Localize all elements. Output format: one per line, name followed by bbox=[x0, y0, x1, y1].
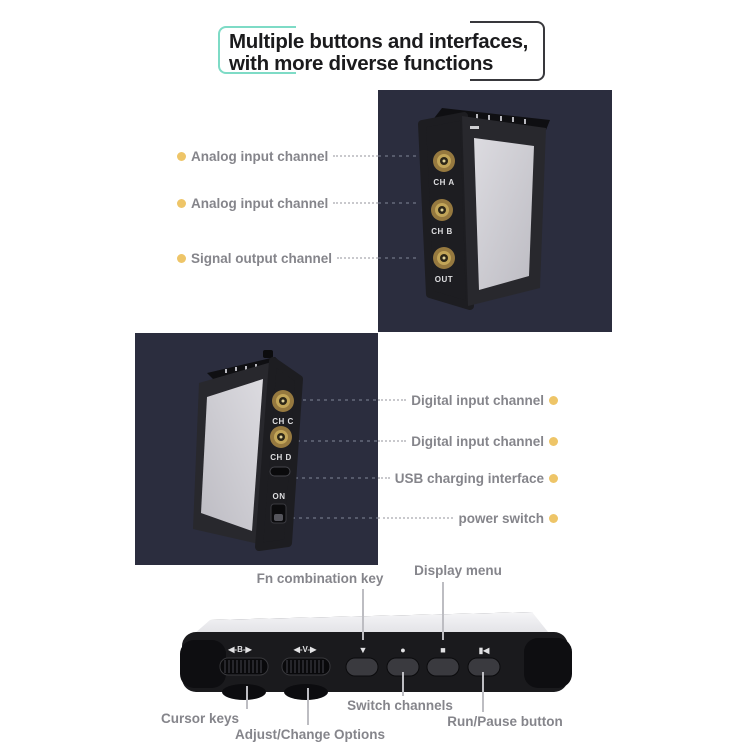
callout-line-fn bbox=[362, 589, 364, 640]
dotted-leader-line bbox=[378, 440, 406, 442]
bullet-dot bbox=[549, 514, 558, 523]
display-menu-button bbox=[427, 658, 459, 676]
usb-c-port bbox=[270, 467, 290, 476]
run-pause-button bbox=[468, 658, 500, 676]
label-cursor-keys: Cursor keys bbox=[160, 711, 240, 726]
dotted-leader-line bbox=[378, 477, 390, 479]
device-photo-front-edge bbox=[180, 612, 575, 707]
leader-stubs bbox=[292, 400, 378, 518]
cursor-wheel bbox=[220, 658, 268, 675]
bnc-connector-chc bbox=[272, 390, 294, 412]
label-fn-combination-key: Fn combination key bbox=[256, 571, 384, 586]
bullet-dot bbox=[177, 254, 186, 263]
dotted-leader-line bbox=[333, 155, 378, 157]
bullet-dot bbox=[549, 474, 558, 483]
callout-analog-input-2 bbox=[177, 195, 378, 211]
marking-b-wheel: ◀-B-▶ bbox=[228, 645, 252, 654]
callout-label: Signal output channel bbox=[191, 250, 332, 266]
port-label-cha: CH A bbox=[433, 178, 455, 187]
leader-stubs bbox=[378, 156, 420, 258]
page-title bbox=[229, 31, 528, 75]
page-title-line2: with more diverse functions bbox=[229, 52, 494, 75]
callout-line-adjust bbox=[307, 688, 309, 725]
bnc-connector-chb bbox=[431, 199, 453, 221]
bullet-dot bbox=[549, 437, 558, 446]
callout-line-display bbox=[442, 582, 444, 640]
callout-label: Analog input channel bbox=[191, 148, 329, 164]
marking-circle: ● bbox=[400, 645, 406, 655]
bnc-connector-chd bbox=[270, 426, 292, 448]
marking-square: ■ bbox=[440, 645, 446, 655]
wheel-housing-bump bbox=[284, 684, 328, 700]
callout-digital-input-1 bbox=[378, 392, 558, 408]
callout-label: Digital input channel bbox=[411, 433, 544, 449]
dotted-leader-line bbox=[333, 202, 378, 204]
port-label-chc: CH C bbox=[272, 417, 294, 426]
adjust-wheel bbox=[282, 658, 330, 675]
marking-pause: ▮◀ bbox=[478, 646, 490, 655]
oscilloscope-front-edge-illustration bbox=[180, 612, 575, 707]
dotted-leader-line bbox=[337, 257, 378, 259]
bullet-dot bbox=[549, 396, 558, 405]
callout-label: Analog input channel bbox=[191, 195, 329, 211]
port-label-out: OUT bbox=[434, 275, 454, 284]
power-slide-switch bbox=[271, 504, 286, 523]
callout-line-run bbox=[482, 672, 484, 712]
fn-button bbox=[346, 658, 378, 676]
wheel-housing-bump bbox=[222, 684, 266, 700]
marking-v-wheel: ◀-V-▶ bbox=[293, 645, 317, 654]
callout-line-cursor bbox=[246, 686, 248, 709]
callout-usb-charging bbox=[378, 470, 558, 486]
port-label-on: ON bbox=[272, 492, 286, 501]
bullet-dot bbox=[177, 199, 186, 208]
port-label-chd: CH D bbox=[270, 453, 292, 462]
callout-label: Digital input channel bbox=[411, 392, 544, 408]
callout-analog-input-1 bbox=[177, 148, 378, 164]
right-corner-bumper bbox=[524, 638, 572, 688]
label-adjust-change-options: Adjust/Change Options bbox=[235, 727, 385, 742]
label-switch-channels: Switch channels bbox=[347, 698, 453, 713]
page-title-line1: Multiple buttons and interfaces, bbox=[229, 30, 529, 53]
screen-surface bbox=[194, 612, 548, 634]
bullet-dot bbox=[177, 152, 186, 161]
callout-digital-input-2 bbox=[378, 433, 558, 449]
dotted-leader-line bbox=[378, 399, 406, 401]
label-display-menu: Display menu bbox=[414, 563, 502, 578]
label-run-pause-button: Run/Pause button bbox=[447, 714, 563, 729]
left-corner-bumper bbox=[180, 640, 226, 688]
bnc-connector-cha bbox=[433, 150, 455, 172]
port-label-chb: CH B bbox=[431, 227, 453, 236]
device-photo-side-right bbox=[135, 333, 378, 565]
device-screen bbox=[474, 138, 534, 290]
callout-line-switch bbox=[402, 672, 404, 696]
logo-mark bbox=[470, 126, 479, 129]
callout-signal-output bbox=[177, 250, 378, 266]
callout-label: USB charging interface bbox=[394, 470, 544, 486]
callout-power-switch bbox=[378, 510, 558, 526]
oscilloscope-side-left-illustration bbox=[378, 90, 612, 332]
marking-fn-triangle: ▼ bbox=[358, 645, 368, 655]
oscilloscope-side-right-illustration bbox=[135, 333, 378, 565]
bnc-connector-out bbox=[433, 247, 455, 269]
device-photo-side-left bbox=[378, 90, 612, 332]
callout-label: power switch bbox=[458, 510, 544, 526]
dotted-leader-line bbox=[378, 517, 453, 519]
top-knob bbox=[263, 350, 273, 358]
